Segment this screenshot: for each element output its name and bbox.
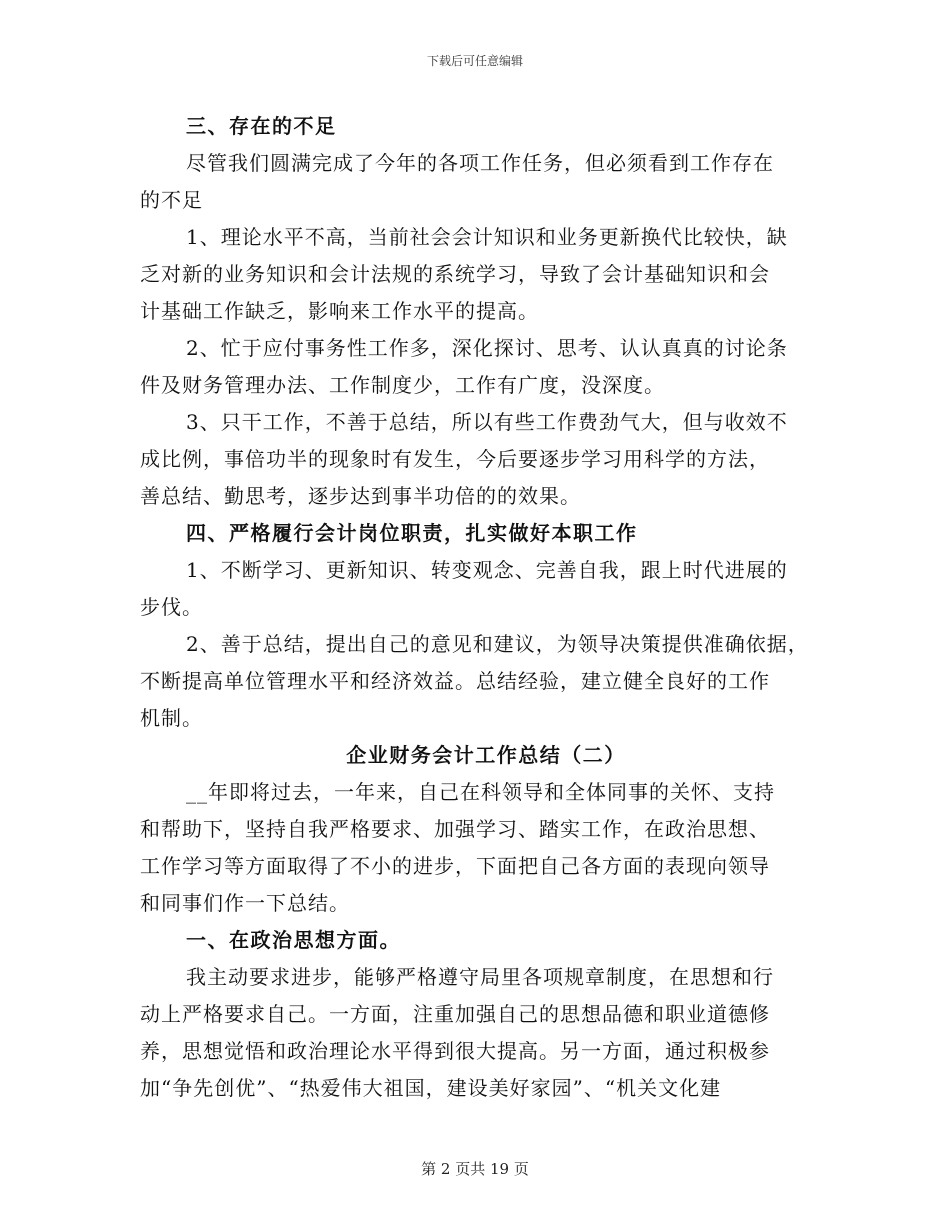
section-heading: 一、在政治思想方面。 [186, 928, 401, 952]
paragraph-line: 机制。 [140, 706, 203, 730]
paragraph-line: 3、只干工作，不善于总结，所以有些工作费劲气大，但与收效不 [186, 410, 788, 434]
document-title: 企业财务会计工作总结（二） [346, 743, 626, 767]
page-header: 下载后可任意编辑 [426, 54, 523, 68]
paragraph-line: 计基础工作缺乏，影响来工作水平的提高。 [140, 299, 539, 323]
paragraph-line: 动上严格要求自己。一方面，注重加强自己的思想品德和职业道德修 [140, 1002, 770, 1026]
paragraph-line: 善总结、勤思考，逐步达到事半功倍的的效果。 [140, 484, 581, 508]
paragraph-line: 尽管我们圆满完成了今年的各项工作任务，但必须看到工作存在 [186, 151, 774, 175]
paragraph-line: __年即将过去，一年来，自己在科领导和全体同事的关怀、支持 [186, 780, 775, 804]
paragraph-line: 2、忙于应付事务性工作多，深化探讨、思考、认认真真的讨论条 [186, 336, 788, 360]
paragraph-line: 和同事们作一下总结。 [140, 891, 350, 915]
page-number: 第 2 页共 19 页 [421, 1160, 529, 1178]
paragraph-line: 不断提高单位管理水平和经济效益。总结经验，建立健全良好的工作 [140, 669, 770, 693]
paragraph-line: 1、不断学习、更新知识、转变观念、完善自我，跟上时代进展的 [186, 558, 788, 582]
paragraph-line: 工作学习等方面取得了不小的进步，下面把自己各方面的表现向领导 [140, 854, 770, 878]
section-heading: 三、存在的不足 [186, 114, 337, 138]
paragraph-line: 我主动要求进步，能够严格遵守局里各项规章制度，在思想和行 [186, 965, 774, 989]
paragraph-line: 加“争先创优”、“热爱伟大祖国，建设美好家园”、“机关文化建 [140, 1076, 722, 1100]
paragraph-line: 乏对新的业务知识和会计法规的系统学习，导致了会计基础知识和会 [140, 262, 770, 286]
paragraph-line: 养，思想觉悟和政治理论水平得到很大提高。另一方面，通过积极参 [140, 1039, 770, 1063]
paragraph-line: 1、理论水平不高，当前社会会计知识和业务更新换代比较快，缺 [186, 225, 788, 249]
paragraph-line: 成比例，事倍功半的现象时有发生，今后要逐步学习用科学的方法， [140, 447, 770, 471]
paragraph-line: 2、善于总结，提出自己的意见和建议，为领导决策提供准确依据， [186, 632, 809, 656]
paragraph-line: 和帮助下，坚持自我严格要求、加强学习、踏实工作，在政治思想、 [140, 817, 770, 841]
paragraph-line: 的不足 [140, 188, 203, 212]
document-body [140, 108, 812, 1107]
paragraph-line: 件及财务管理办法、工作制度少，工作有广度，没深度。 [140, 373, 665, 397]
section-heading: 四、严格履行会计岗位职责，扎实做好本职工作 [186, 521, 638, 545]
paragraph-line: 步伐。 [140, 595, 203, 619]
